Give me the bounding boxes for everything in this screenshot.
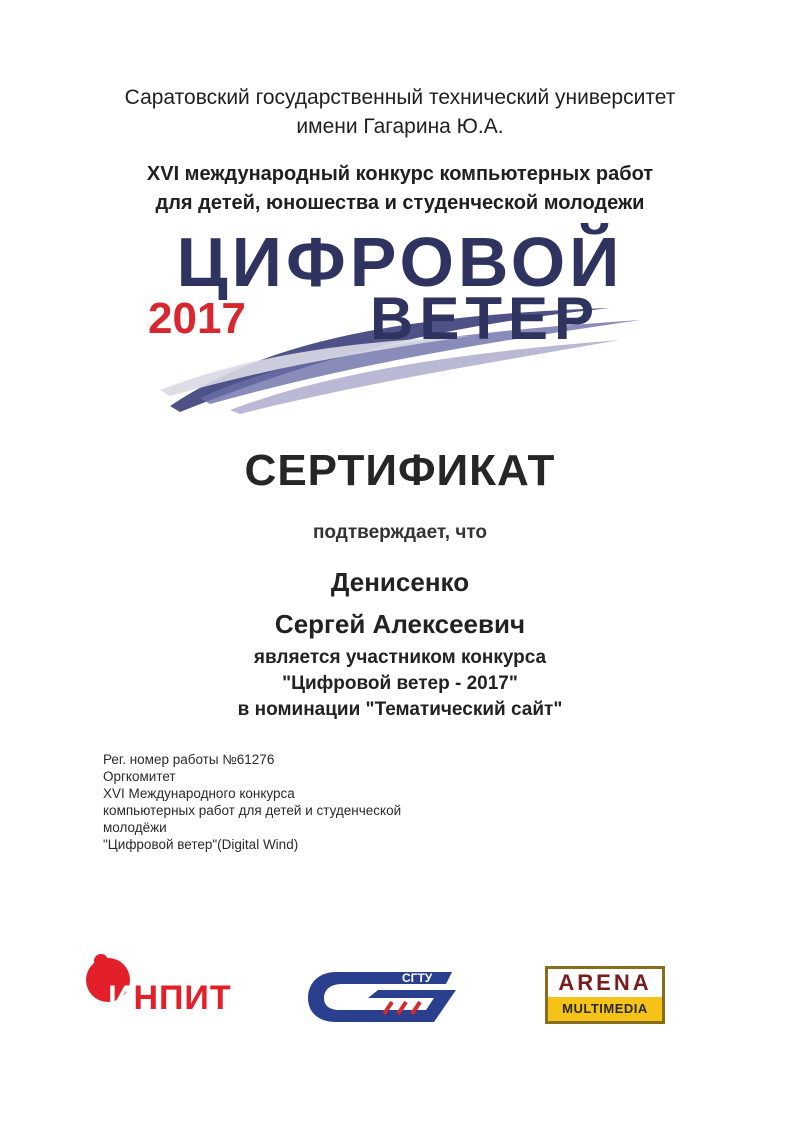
- recipient-surname: Денисенко: [330, 567, 470, 597]
- organizer-line: молодёжи: [103, 820, 167, 835]
- logo-title-text: ЦИФРОВОЙ: [176, 223, 624, 301]
- organizer-line: Оргкомитет: [103, 769, 176, 784]
- nomination-line: в номинации "Тематический сайт": [237, 699, 563, 720]
- arena-multimedia-logo: [545, 966, 665, 1024]
- confirms-text: подтверждает, что: [312, 522, 488, 543]
- university-name-line-2: имени Гагарина Ю.А.: [296, 115, 504, 138]
- inpit-dot-mark: [94, 954, 108, 968]
- inpit-logo-text: ИНПИТ: [108, 979, 232, 1017]
- registration-number: Рег. номер работы №61276: [103, 752, 275, 767]
- organizer-line: XVI Международного конкурса: [103, 786, 295, 801]
- sstu-logo: [306, 966, 460, 1024]
- inpit-logo: [86, 958, 232, 1028]
- logo-wind-text: ВЕТЕР: [370, 285, 601, 352]
- organizer-block: [103, 751, 401, 853]
- contest-title-line-2: для детей, юношества и студенческой молодежи: [155, 192, 645, 214]
- sstu-logo-graphic: [306, 966, 460, 1024]
- organizer-line: "Цифровой ветер"(Digital Wind): [103, 837, 299, 852]
- contest-title-line-1: XVI международный конкурс компьютерных работ: [146, 163, 654, 185]
- logo-year-text: 2017: [148, 294, 246, 343]
- arena-logo-bottom-text: MULTIMEDIA: [562, 1001, 648, 1016]
- participation-line: является участником конкурса: [253, 647, 547, 668]
- digital-wind-logo: [140, 223, 660, 416]
- recipient-given-names: Сергей Алексеевич: [274, 609, 526, 639]
- contest-name-line: "Цифровой ветер - 2017": [282, 673, 518, 694]
- arena-logo-top-text: ARENA: [548, 969, 662, 997]
- sstu-logo-text: СГТУ: [402, 971, 433, 985]
- certificate-title: СЕРТИФИКАТ: [244, 446, 556, 495]
- university-name-line-1: Саратовский государственный технический университет: [124, 86, 676, 109]
- organizer-line: компьютерных работ для детей и студенческой: [103, 803, 402, 818]
